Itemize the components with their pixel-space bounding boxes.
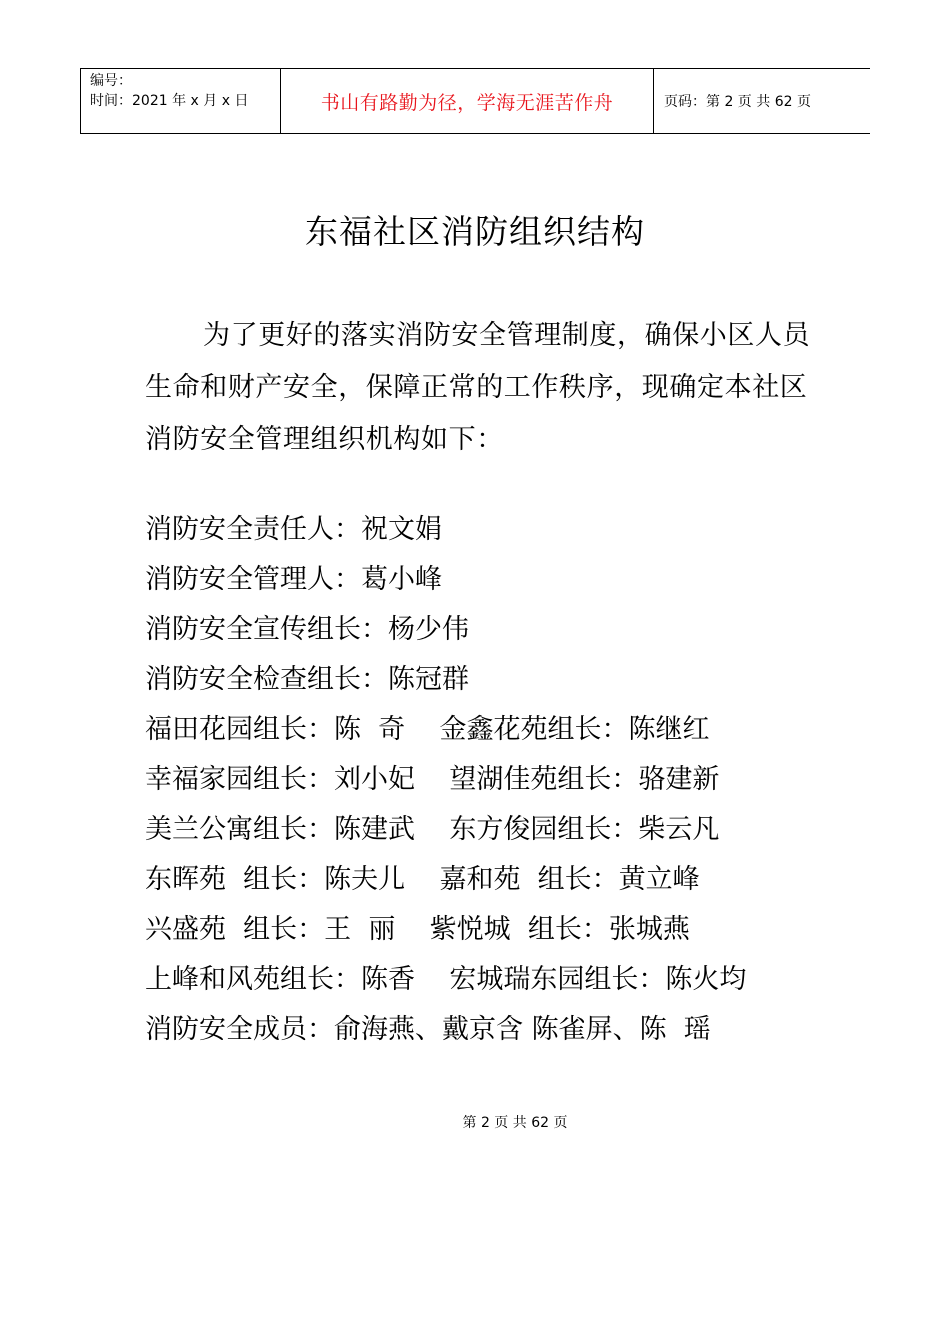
roster-item: 消防安全管理人：葛小峰 (145, 564, 442, 595)
roster-item: 消防安全成员：俞海燕、戴京含 陈雀屏、陈 瑶 (145, 1014, 711, 1045)
roster-item: 东晖苑 组长：陈夫儿 嘉和苑 组长：黄立峰 (145, 864, 700, 895)
header-meta-cell (80, 69, 281, 133)
roster-list (145, 505, 845, 1055)
header-number-label: 编号： (90, 73, 132, 89)
page-footer: 第 2 页 共 62 页 (462, 1115, 568, 1131)
page-header (80, 68, 870, 134)
intro-paragraph: 为了更好的落实消防安全管理制度，确保小区人员生命和财产安全，保障正常的工作秩序，现确定本社区消防安全管理组织机构如下： (145, 320, 811, 455)
roster-item: 消防安全检查组长：陈冠群 (145, 664, 469, 695)
roster-item: 消防安全责任人：祝文娟 (145, 514, 442, 545)
roster-item: 上峰和风苑组长：陈香 宏城瑞东园组长：陈火均 (145, 964, 747, 995)
header-motto: 书山有路勤为径，学海无涯苦作舟 (281, 69, 654, 133)
header-date-label: 时间：2021 年 x 月 x 日 (90, 93, 249, 109)
roster-item: 福田花园组长：陈 奇 金鑫花苑组长：陈继红 (145, 714, 710, 745)
header-page-label: 页码：第 2 页 共 62 页 (664, 94, 811, 110)
roster-item: 消防安全宣传组长：杨少伟 (145, 614, 469, 645)
roster-item: 美兰公寓组长：陈建武 东方俊园组长：柴云凡 (145, 814, 720, 845)
roster-item: 幸福家园组长：刘小妃 望湖佳苑组长：骆建新 (145, 764, 720, 795)
roster-item: 兴盛苑 组长：王 丽 紫悦城 组长：张城燕 (145, 914, 690, 945)
document-title: 东福社区消防组织结构 (305, 212, 645, 251)
